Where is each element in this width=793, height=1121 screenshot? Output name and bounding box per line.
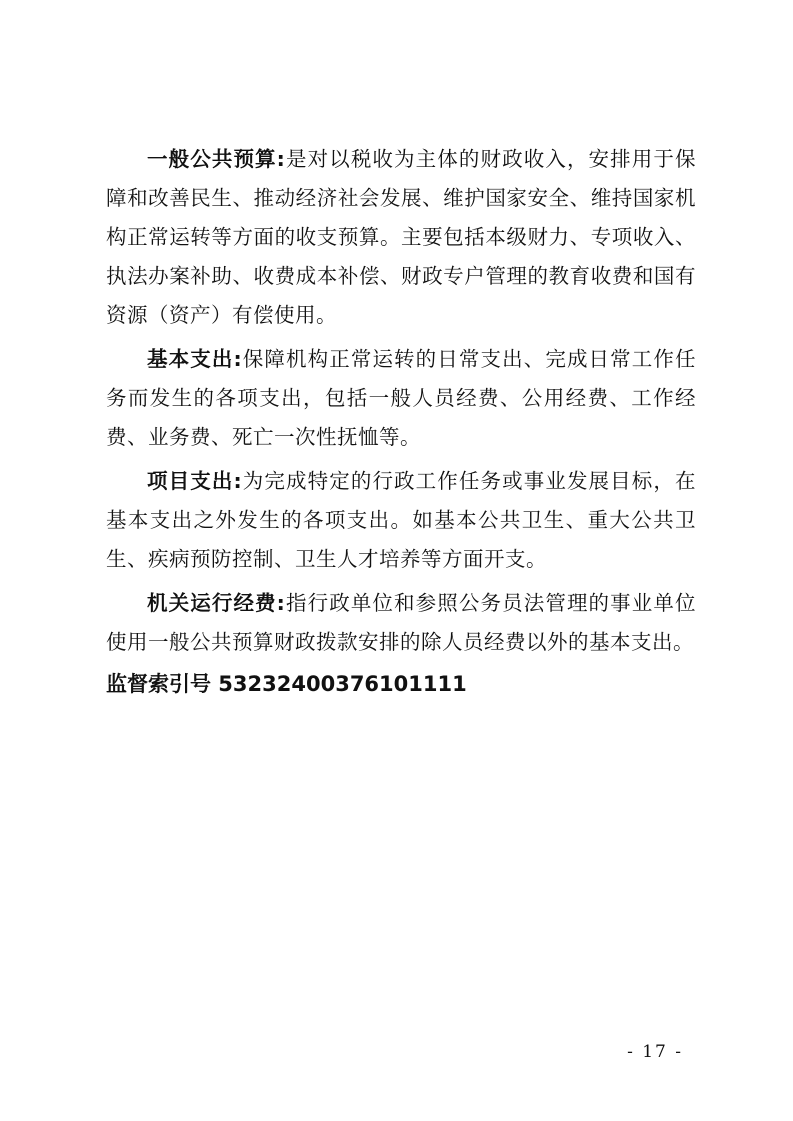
term-label: 基本支出:: [147, 347, 243, 371]
definition-text: 是对以税收为主体的财政收入，安排用于保障和改善民生、推动经济社会发展、维护国家安全、维持国家机构正常运转等方面的收支预算。主要包括本级财力、专项收入、执法办案补助、收费成本补偿、财政专户管理的教育收费和国有资源（资产）有偿使用。: [106, 147, 696, 327]
definition-text: 为完成特定的行政工作任务或事业发展目标，在基本支出之外发生的各项支出。如基本公共卫生、重大公共卫生、疾病预防控制、卫生人才培养等方面开支。: [106, 469, 697, 571]
page-number: - 17 -: [627, 1042, 683, 1062]
definition-general-public-budget: [106, 140, 696, 335]
term-label: 机关运行经费:: [147, 591, 286, 615]
term-label: 一般公共预算:: [147, 147, 286, 171]
definition-text: 指行政单位和参照公务员法管理的事业单位使用一般公共预算财政拨款安排的除人员经费以外的基本支出。: [106, 591, 696, 654]
definition-operating-expenses: [106, 584, 696, 662]
term-label: 项目支出:: [147, 469, 243, 493]
supervision-index-number: 监督索引号 53232400376101111: [106, 672, 467, 696]
definition-basic-expenditure: [106, 340, 696, 457]
document-body: [106, 140, 696, 701]
definition-project-expenditure: [106, 462, 696, 579]
definition-text: 保障机构正常运转的日常支出、完成日常工作任务而发生的各项支出，包括一般人员经费、公用经费、工作经费、业务费、死亡一次性抚恤等。: [106, 347, 697, 449]
